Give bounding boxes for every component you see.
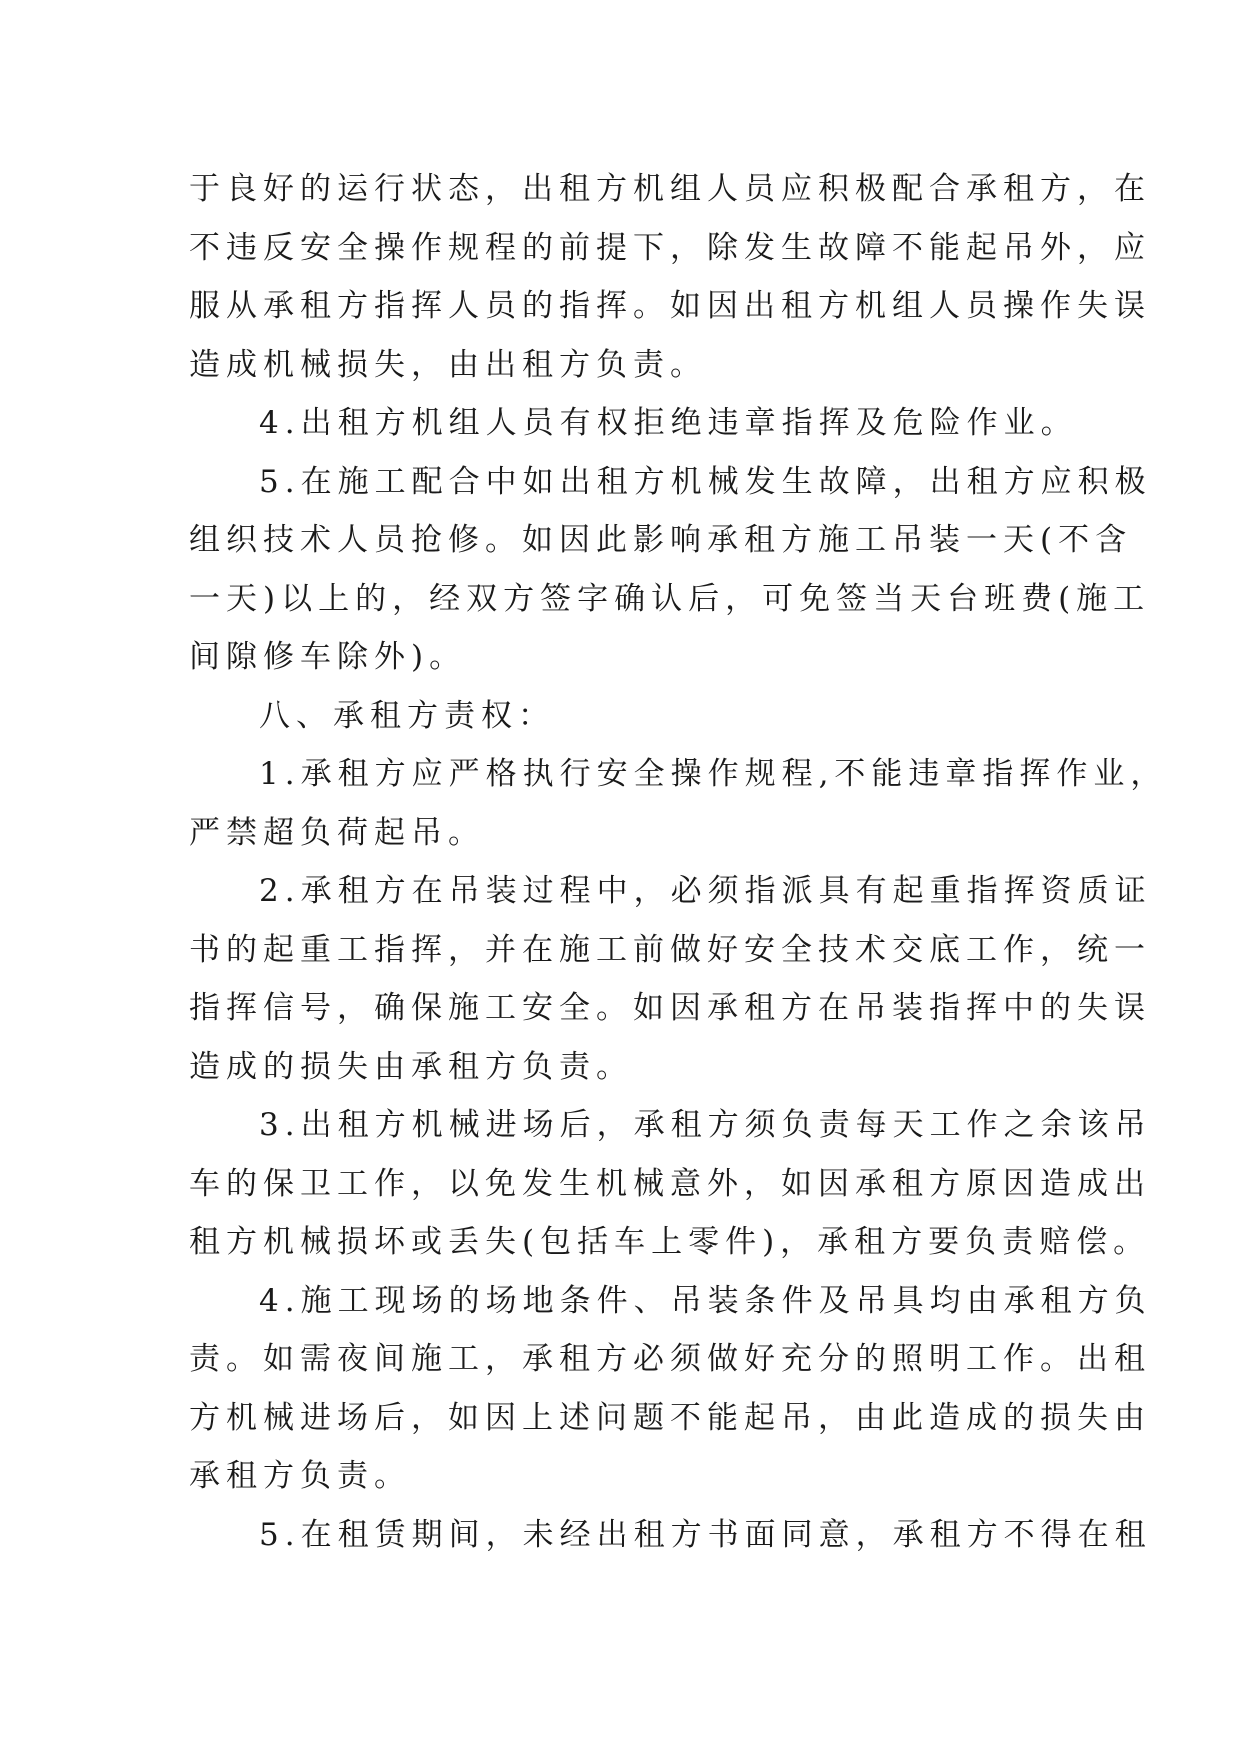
text-line: 车的保卫工作，以免发生机械意外，如因承租方原因造成出 (189, 1165, 1151, 1202)
text-line: 1.承租方应严格执行安全操作规程,不能违章指挥作业， (259, 756, 1168, 792)
text-line: 造成的损失由承租方负责。 (189, 1048, 633, 1085)
document-body (189, 160, 1168, 1564)
text-line: 租方机械损坏或丢失(包括车上零件)，承租方要负责赔偿。 (189, 1224, 1151, 1260)
text-line: 5.在租赁期间，未经出租方书面同意，承租方不得在租 (259, 1516, 1152, 1553)
text-line: 承租方负责。 (189, 1458, 411, 1494)
text-line: 2.承租方在吊装过程中，必须指派具有起重指挥资质证 (259, 873, 1152, 909)
text-line: 责。如需夜间施工，承租方必须做好充分的照明工作。出租 (189, 1341, 1151, 1377)
text-line: 书的起重工指挥，并在施工前做好安全技术交底工作，统一 (189, 931, 1151, 968)
text-line: 间隙修车除外)。 (189, 639, 467, 675)
text-line: 于良好的运行状态，出租方机组人员应积极配合承租方，在 (189, 171, 1151, 207)
text-line: 严禁超负荷起吊。 (189, 814, 485, 851)
text-line: 组织技术人员抢修。如因此影响承租方施工吊装一天(不含 (189, 522, 1133, 558)
text-line: 3.出租方机械进场后，承租方须负责每天工作之余该吊 (259, 1107, 1152, 1143)
text-line: 5.在施工配合中如出租方机械发生故障，出租方应积极 (259, 463, 1152, 500)
text-line: 4.出租方机组人员有权拒绝违章指挥及危险作业。 (259, 405, 1078, 441)
text-line: 方机械进场后，如因上述问题不能起吊，由此造成的损失由 (189, 1399, 1151, 1436)
text-line: 一天)以上的，经双方签字确认后，可免签当天台班费(施工 (189, 580, 1151, 617)
text-line: 指挥信号，确保施工安全。如因承租方在吊装指挥中的失误 (189, 990, 1151, 1026)
text-line: 4.施工现场的场地条件、吊装条件及吊具均由承租方负 (259, 1282, 1152, 1319)
text-line: 八、承租方责权： (259, 697, 555, 734)
text-line: 不违反安全操作规程的前提下，除发生故障不能起吊外，应 (189, 229, 1151, 266)
text-line: 造成机械损失，由出租方负责。 (189, 346, 707, 383)
text-line: 服从承租方指挥人员的指挥。如因出租方机组人员操作失误 (189, 288, 1151, 324)
